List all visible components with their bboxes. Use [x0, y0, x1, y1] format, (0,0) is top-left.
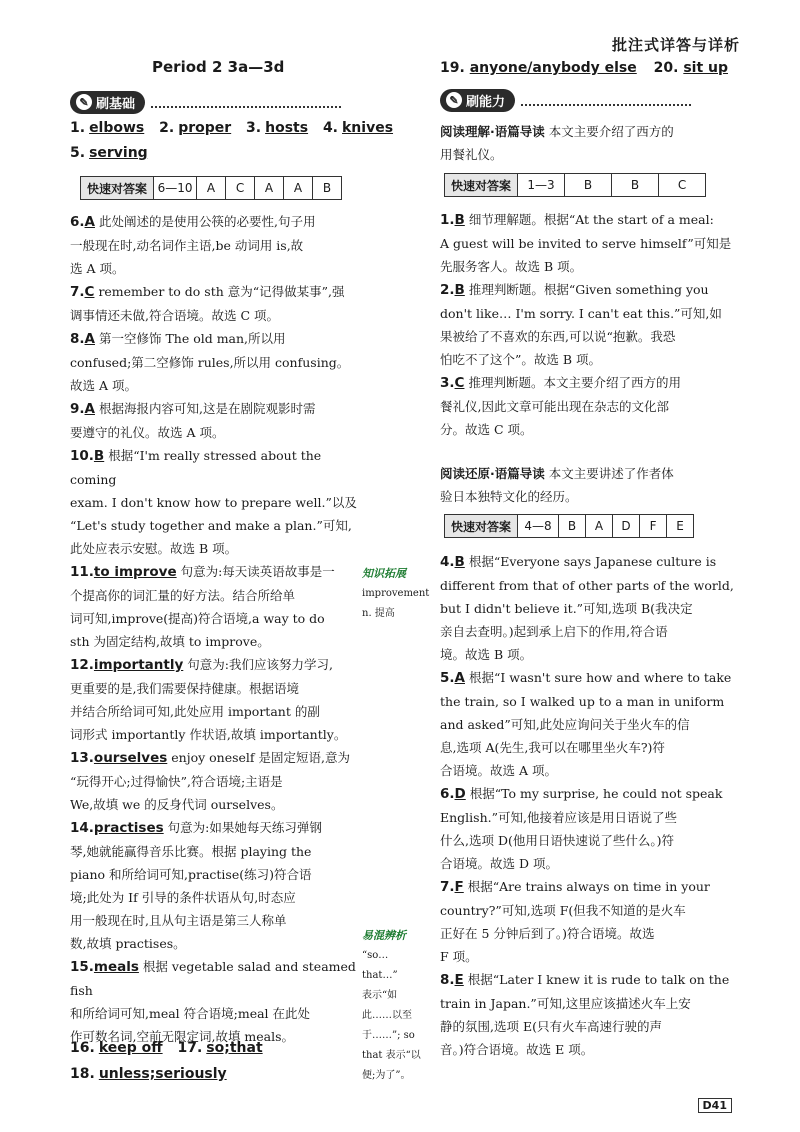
line-text: 静的氛围,选项 E(只有火车高速行驶的声	[440, 1019, 662, 1034]
answer-text: so;that	[206, 1040, 263, 1056]
line-text: 果被给了不喜欢的东西,可以说“抱歉。我恐	[440, 329, 676, 344]
item-answer: practises	[93, 820, 164, 836]
side-note-confusion	[362, 926, 424, 1086]
side-note-title: 知识拓展	[362, 567, 406, 580]
explanation-line	[440, 371, 740, 395]
explanation-item	[70, 397, 360, 444]
line-text: 作可数名词,空前无限定词,故填 meals。	[70, 1029, 295, 1044]
explanation-line	[70, 840, 360, 863]
side-note-line: n. 提高	[362, 608, 395, 619]
answer-text: knives	[342, 120, 394, 136]
explanation-line	[70, 280, 360, 304]
explanation-line	[70, 491, 360, 514]
item-number: 5.	[440, 670, 455, 686]
answer-num: 3.	[246, 120, 262, 136]
side-note-line: “so… that…”	[362, 950, 398, 981]
period-title: Period 2 3a—3d	[152, 58, 285, 76]
line-text: different from that of other parts of the world,	[440, 578, 734, 593]
item-answer: D	[454, 786, 466, 802]
table-range: 4—8	[518, 515, 559, 538]
line-text: 琴,她就能赢得音乐比赛。根据 playing the	[70, 844, 312, 859]
line-text: 词可知,improve(提高)符合语境,a way to do	[70, 611, 325, 626]
explanation-line	[440, 597, 740, 620]
line-text: 故选 A 项。	[70, 378, 137, 393]
item-number: 11.	[70, 564, 94, 580]
item-answer: E	[454, 972, 464, 988]
side-note-title: 易混辨析	[362, 929, 406, 942]
answer-num: 19.	[440, 60, 465, 76]
explanation-line	[70, 584, 360, 607]
explanation-line	[70, 653, 360, 677]
line-text: 并结合所给词可知,此处应用 important 的副	[70, 704, 320, 719]
explanation-line	[440, 690, 740, 713]
explanation-line	[70, 863, 360, 886]
explanation-line	[440, 348, 740, 371]
table-cell: A	[586, 515, 613, 538]
explanation-line	[70, 374, 360, 397]
item-number: 1.	[440, 212, 455, 228]
explanation-item	[440, 371, 740, 441]
answer-line-16	[70, 1040, 273, 1056]
answer-text: anyone/anybody else	[469, 60, 637, 76]
table-cell: A	[197, 177, 226, 200]
table-cell: B	[565, 174, 612, 197]
badge-pill	[440, 89, 515, 112]
section-text: 本文主要讲述了作者体	[548, 466, 674, 481]
item-answer: C	[84, 284, 95, 300]
table-label: 快速对答案	[445, 515, 518, 538]
table-cell: C	[659, 174, 706, 197]
explanation-line	[440, 736, 740, 759]
explanation-line	[440, 713, 740, 736]
explanation-line	[440, 992, 740, 1015]
explanation-item	[70, 816, 360, 955]
answer-text: unless;seriously	[98, 1066, 227, 1082]
explanation-line	[70, 351, 360, 374]
explanation-line	[70, 630, 360, 653]
explanation-line	[440, 945, 740, 968]
explanation-line	[70, 932, 360, 955]
explanation-line	[70, 234, 360, 257]
page-number: D41	[698, 1098, 732, 1113]
dotted-divider	[151, 96, 341, 108]
line-text: 什么,选项 D(他用日语快速说了些什么。)符	[440, 833, 674, 848]
badge-ability	[440, 88, 691, 112]
item-number: 2.	[440, 282, 455, 298]
line-text: remember to do sth 意为“记得做某事”,强	[98, 284, 345, 299]
line-text: 境。故选 B 项。	[440, 647, 533, 662]
explanation-line	[70, 327, 360, 351]
table-range: 6—10	[154, 177, 197, 200]
line-text: 此处应表示安慰。故选 B 项。	[70, 541, 238, 556]
explanation-item	[70, 746, 360, 816]
explanation-item	[70, 327, 360, 397]
side-note-line: 此……以至	[362, 1010, 412, 1021]
explanation-line	[70, 677, 360, 700]
line-text: 亲自去查明。)起到承上启下的作用,符合语	[440, 624, 668, 639]
item-answer: to improve	[93, 564, 177, 580]
line-text: 一般现在时,动名词作主语,be 动词用 is,故	[70, 238, 304, 253]
explanation-line	[440, 922, 740, 945]
item-answer: B	[454, 282, 465, 298]
explanation-line	[440, 852, 740, 875]
explanation-line	[440, 550, 740, 574]
brush-icon: ✎	[76, 94, 92, 110]
item-answer: A	[84, 401, 95, 417]
explanation-line	[440, 666, 740, 690]
side-note-line: improvement	[362, 588, 430, 599]
line-text: 根据 vegetable salad and steamed fish	[70, 959, 356, 998]
line-text: 个提高你的词汇量的好方法。结合所给单	[70, 588, 296, 603]
badge-pill	[70, 91, 145, 114]
explanation-line	[440, 759, 740, 782]
explanation-line	[70, 257, 360, 280]
left-explanations	[70, 210, 360, 1048]
item-number: 7.	[70, 284, 85, 300]
explanation-item	[70, 560, 360, 653]
line-text: 根据“I'm really stressed about the coming	[70, 448, 322, 487]
table-label: 快速对答案	[81, 177, 154, 200]
explanation-line	[70, 537, 360, 560]
explanation-line	[70, 1002, 360, 1025]
explanation-item	[440, 666, 740, 782]
explanation-item	[440, 208, 740, 278]
explanation-line	[70, 816, 360, 840]
item-answer: meals	[93, 959, 139, 975]
answer-text: sit up	[683, 60, 728, 76]
table-cell: E	[667, 515, 694, 538]
explanation-line	[70, 304, 360, 327]
table-cell: A	[255, 177, 284, 200]
top-right-answers	[440, 60, 740, 76]
explanation-item	[70, 280, 360, 327]
item-answer: A	[454, 670, 465, 686]
item-number: 13.	[70, 750, 94, 766]
table-range: 1—3	[518, 174, 565, 197]
line-text: 推理判断题。根据“Given something you	[468, 282, 709, 297]
right-explanations-1	[440, 208, 740, 441]
answer-text: serving	[89, 145, 148, 161]
answer-text: elbows	[89, 120, 145, 136]
line-text: confused;第二空修饰 rules,所以用 confusing。	[70, 355, 350, 370]
item-number: 6.	[70, 214, 85, 230]
answer-text: hosts	[265, 120, 309, 136]
line-text: 句意为:我们应该努力学习,	[187, 657, 333, 672]
side-note-line: 于……”; so	[362, 1030, 415, 1041]
explanation-line	[440, 395, 740, 418]
explanation-line	[440, 1015, 740, 1038]
line-text: but I didn't believe it.”可知,选项 B(我决定	[440, 601, 693, 616]
table-cell: A	[284, 177, 313, 200]
explanation-item	[440, 550, 740, 666]
explanation-item	[70, 653, 360, 746]
table-cell: D	[613, 515, 640, 538]
line-text: and asked”可知,此处应询问关于坐火车的信	[440, 717, 690, 732]
line-text: 音。)符合语境。故选 E 项。	[440, 1042, 594, 1057]
table-label: 快速对答案	[445, 174, 518, 197]
answer-num: 20.	[653, 60, 679, 76]
side-note-line: 表示“如	[362, 990, 398, 1001]
side-note-knowledge	[362, 564, 430, 624]
item-answer: ourselves	[93, 750, 168, 766]
explanation-line	[70, 700, 360, 723]
explanation-item	[70, 210, 360, 280]
line-text: A guest will be invited to serve himself”可知是	[440, 236, 732, 251]
explanation-line	[70, 560, 360, 584]
item-answer: F	[454, 879, 464, 895]
explanation-line	[440, 302, 740, 325]
line-text: exam. I don't know how to prepare well.”以及	[70, 495, 357, 510]
line-text: 根据“Everyone says Japanese culture is	[468, 554, 717, 569]
badge-label: 刷基础	[96, 96, 136, 112]
explanation-line	[70, 514, 360, 537]
explanation-item	[440, 782, 740, 875]
section-label: 阅读还原·语篇导读	[440, 466, 545, 481]
line-text: 选 A 项。	[70, 261, 125, 276]
explanation-line	[440, 418, 740, 441]
quick-answer-table-1	[444, 173, 706, 197]
line-text: We,故填 we 的反身代词 ourselves。	[70, 797, 284, 812]
explanation-line	[70, 793, 360, 816]
line-text: 根据“Are trains always on time in your	[467, 879, 710, 894]
item-answer: B	[454, 212, 465, 228]
line-text: enjoy oneself 是固定短语,意为	[171, 750, 351, 765]
quick-answer-table-2	[444, 514, 694, 538]
explanation-item	[440, 875, 740, 968]
item-number: 7.	[440, 879, 455, 895]
explanation-line	[70, 397, 360, 421]
section-text-2: 验日本独特文化的经历。	[440, 489, 578, 504]
explanation-line	[70, 210, 360, 234]
line-text: train in Japan.”可知,这里应该描述火车上安	[440, 996, 691, 1011]
item-answer: B	[93, 448, 105, 464]
item-answer: importantly	[93, 657, 184, 673]
line-text: 句意为:每天读英语故事是一	[180, 564, 335, 579]
answer-line-1	[70, 120, 403, 136]
item-number: 6.	[440, 786, 455, 802]
side-note-line: 便;为了”。	[362, 1070, 411, 1081]
line-text: 数,故填 practises。	[70, 936, 186, 951]
item-number: 12.	[70, 657, 94, 673]
explanation-line	[70, 444, 360, 491]
explanation-line	[70, 421, 360, 444]
explanation-line	[440, 325, 740, 348]
explanation-line	[440, 1038, 740, 1061]
answer-num: 17.	[177, 1040, 203, 1056]
answer-text: keep off	[98, 1040, 163, 1056]
item-number: 3.	[440, 375, 455, 391]
line-text: 句意为:如果她每天练习弹钢	[167, 820, 322, 835]
line-text: English.”可知,他接着应该是用日语说了些	[440, 810, 677, 825]
line-text: 词形式 importantly 作状语,故填 importantly。	[70, 727, 347, 742]
answer-text: proper	[178, 120, 232, 136]
explanation-line	[440, 806, 740, 829]
line-text: don't like… I'm sorry. I can't eat this.”可知,如	[440, 306, 722, 321]
explanation-item	[440, 968, 740, 1061]
line-text: 和所给词可知,meal 符合语境;meal 在此处	[70, 1006, 311, 1021]
explanation-item	[440, 278, 740, 371]
table-cell: B	[559, 515, 586, 538]
explanation-line	[70, 909, 360, 932]
table-cell: B	[313, 177, 342, 200]
line-text: sth 为固定结构,故填 to improve。	[70, 634, 270, 649]
line-text: 正好在 5 分钟后到了。)符合语境。故选	[440, 926, 655, 941]
item-answer: A	[84, 331, 95, 347]
line-text: 根据“Later I knew it is rude to talk on the	[467, 972, 730, 987]
item-answer: B	[454, 554, 465, 570]
line-text: 推理判断题。本文主要介绍了西方的用	[468, 375, 681, 390]
line-text: 要遵守的礼仪。故选 A 项。	[70, 425, 225, 440]
explanation-line	[70, 770, 360, 793]
line-text: 用一般现在时,且从句主语是第三人称单	[70, 913, 287, 928]
line-text: “玩得开心;过得愉快”,符合语境;主语是	[70, 774, 283, 789]
section-text: 本文主要介绍了西方的	[548, 124, 674, 139]
explanation-line	[440, 899, 740, 922]
answer-num: 1.	[70, 120, 86, 136]
explanation-line	[70, 746, 360, 770]
line-text: country?”可知,选项 F(但我不知道的是火车	[440, 903, 686, 918]
table-cell: F	[640, 515, 667, 538]
line-text: 分。故选 C 项。	[440, 422, 533, 437]
item-number: 10.	[70, 448, 94, 464]
explanation-line	[440, 208, 740, 232]
item-number: 14.	[70, 820, 94, 836]
line-text: 餐礼仪,因此文章可能出现在杂志的文化部	[440, 399, 669, 414]
page-header-title: 批注式详答与详析	[611, 36, 740, 54]
item-number: 9.	[70, 401, 85, 417]
answer-num: 4.	[322, 120, 338, 136]
side-note-line: that 表示“以	[362, 1050, 421, 1061]
line-text: 调事情还未做,符合语境。故选 C 项。	[70, 308, 279, 323]
section-label: 阅读理解·语篇导读	[440, 124, 545, 139]
table-cell: C	[226, 177, 255, 200]
explanation-line	[440, 278, 740, 302]
answer-line-18	[70, 1066, 237, 1082]
explanation-item	[70, 955, 360, 1048]
explanation-line	[440, 574, 740, 597]
line-text: the train, so I walked up to a man in uniform	[440, 694, 725, 709]
item-number: 4.	[440, 554, 455, 570]
item-number: 8.	[440, 972, 455, 988]
line-text: piano 和所给词可知,practise(练习)符合语	[70, 867, 312, 882]
answer-num: 5.	[70, 145, 86, 161]
line-text: 合语境。故选 A 项。	[440, 763, 557, 778]
explanation-line	[440, 782, 740, 806]
quick-answer-table	[80, 176, 342, 200]
explanation-line	[440, 829, 740, 852]
line-text: 细节理解题。根据“At the start of a meal:	[468, 212, 714, 227]
table-cell: B	[612, 174, 659, 197]
explanation-line	[70, 723, 360, 746]
line-text: 先服务客人。故选 B 项。	[440, 259, 583, 274]
line-text: “Let's study together and make a plan.”可知,	[70, 518, 352, 533]
answer-line-2	[70, 145, 158, 161]
badge-label: 刷能力	[466, 94, 506, 110]
brush-icon: ✎	[446, 92, 462, 108]
explanation-line	[70, 886, 360, 909]
item-answer: C	[454, 375, 465, 391]
item-number: 15.	[70, 959, 94, 975]
badge-basic	[70, 90, 341, 114]
explanation-line	[440, 255, 740, 278]
answer-num: 2.	[159, 120, 175, 136]
reading2-title	[440, 462, 740, 508]
line-text: 根据海报内容可知,这是在剧院观影时需	[98, 401, 316, 416]
line-text: 合语境。故选 D 项。	[440, 856, 558, 871]
answer-num: 16.	[70, 1040, 95, 1056]
line-text: 息,选项 A(先生,我可以在哪里坐火车?)符	[440, 740, 665, 755]
explanation-line	[440, 875, 740, 899]
line-text: 境;此处为 If 引导的条件状语从句,时态应	[70, 890, 296, 905]
line-text: 怕吃不了这个”。故选 B 项。	[440, 352, 602, 367]
answer-num: 18.	[70, 1066, 95, 1082]
line-text: 根据“To my surprise, he could not speak	[469, 786, 723, 801]
explanation-line	[440, 643, 740, 666]
dotted-divider	[521, 94, 691, 106]
explanation-item	[70, 444, 360, 560]
line-text: 更重要的是,我们需要保持健康。根据语境	[70, 681, 299, 696]
line-text: 第一空修饰 The old man,所以用	[98, 331, 286, 346]
line-text: 此处阐述的是使用公筷的必要性,句子用	[98, 214, 316, 229]
section-text-2: 用餐礼仪。	[440, 147, 503, 162]
line-text: F 项。	[440, 949, 478, 964]
explanation-line	[70, 955, 360, 1002]
item-number: 8.	[70, 331, 85, 347]
line-text: 根据“I wasn't sure how and where to take	[468, 670, 732, 685]
right-explanations-2	[440, 550, 740, 1061]
explanation-line	[440, 620, 740, 643]
reading1-title	[440, 120, 740, 166]
item-answer: A	[84, 214, 95, 230]
explanation-line	[440, 232, 740, 255]
explanation-line	[440, 968, 740, 992]
explanation-line	[70, 607, 360, 630]
